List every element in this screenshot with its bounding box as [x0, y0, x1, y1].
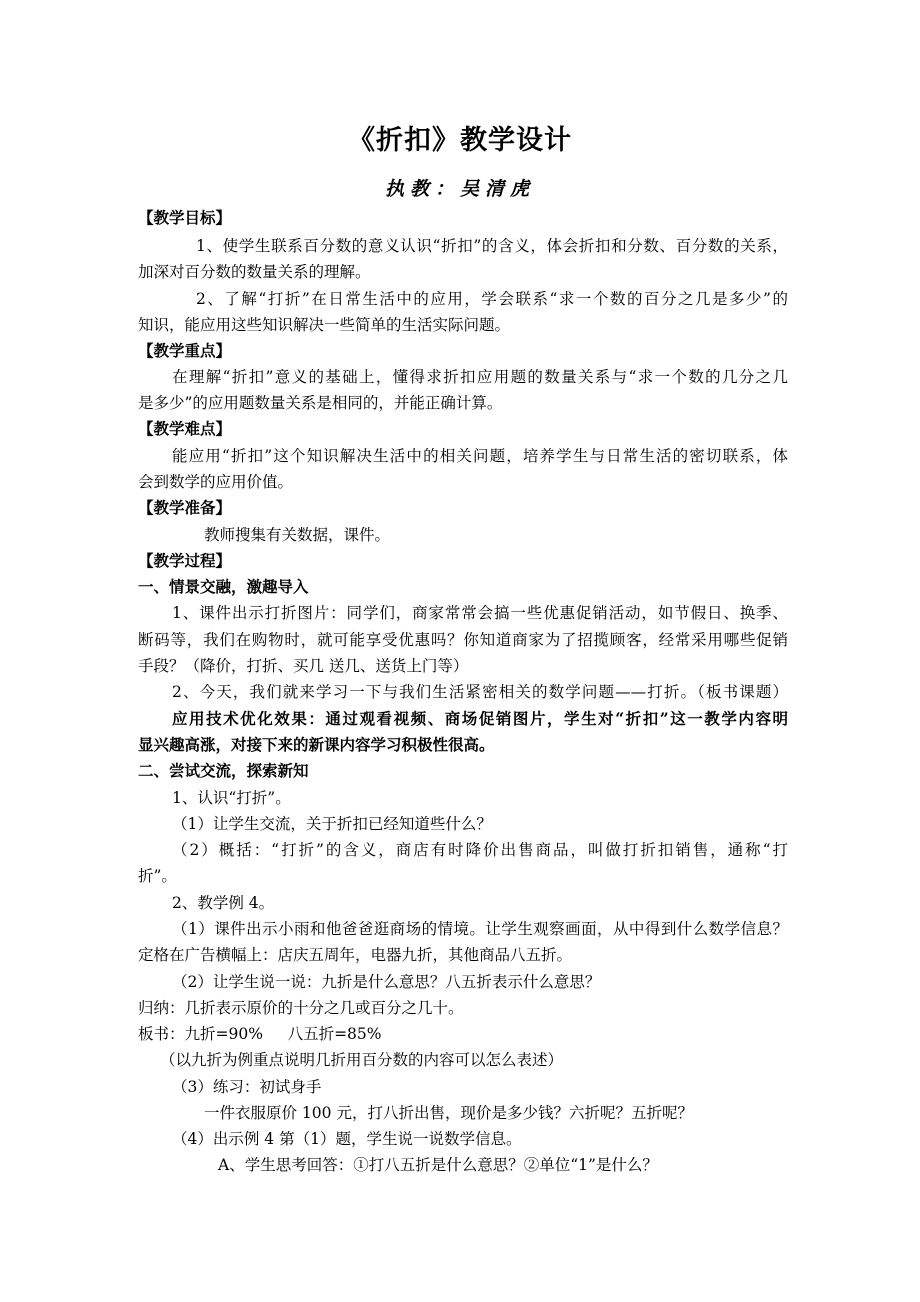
paragraph-line: （4）出示例 4 第（1）题，学生说一说数学信息。 [172, 1130, 522, 1148]
paragraph-line: 2、教学例 4。 [172, 894, 275, 912]
heading-objectives: 【教学目标】 [138, 208, 232, 227]
paragraph-line: A、学生思考回答：①打八五折是什么意思？②单位“1”是什么？ [218, 1156, 658, 1174]
author-line: 执教：吴清虎 [384, 178, 535, 200]
paragraph-line: （3）练习：初试身手 [172, 1078, 322, 1096]
paragraph-line: （2）让学生说一说：九折是什么意思？八五折表示什么意思？ [172, 973, 601, 991]
heading-preparation: 【教学准备】 [138, 498, 232, 517]
paragraph-line: 会到数学的应用价值。 [138, 473, 294, 491]
section-heading-2: 二、尝试交流，探索新知 [138, 761, 309, 780]
heading-key-points: 【教学重点】 [138, 341, 232, 360]
paragraph-line: 加深对百分数的数量关系的理解。 [138, 263, 371, 281]
paragraph-line: 教师搜集有关数据，课件。 [204, 526, 391, 544]
paragraph-line: 手段？（降价，打折、买几 送几、送货上门等） [138, 657, 469, 675]
paragraph-line: 知识，能应用这些知识解决一些简单的生活实际问题。 [138, 316, 511, 334]
paragraph-line: （2）概括：“打折”的含义，商店有时降价出售商品，叫做打折扣销售，通称“打 [172, 841, 788, 859]
paragraph-line: （以九折为例重点说明几折用百分数的内容可以怎么表述） [160, 1051, 564, 1069]
paragraph-line: 1、使学生联系百分数的意义认识“折扣”的含义，体会折扣和分数、百分数的关系， [196, 237, 788, 255]
section-heading-1: 一、情景交融，激趣导入 [138, 577, 309, 596]
paragraph-line-bold: 应用技术优化效果：通过观看视频、商场促销图片，学生对“折扣”这一教学内容明 [172, 709, 788, 728]
paragraph-line: 折”。 [138, 867, 177, 885]
paragraph-line: 定格在广告横幅上：店庆五周年，电器九折，其他商品八五折。 [138, 946, 573, 964]
paragraph-line: （1）课件出示小雨和他爸爸逛商场的情境。让学生观察画面，从中得到什么数学信息？ [172, 920, 788, 938]
heading-difficulties: 【教学难点】 [138, 419, 232, 438]
paragraph-line: 2、今天，我们就来学习一下与我们生活紧密相关的数学问题——打折。（板书课题） [172, 683, 788, 701]
paragraph-line-bold: 显兴趣高涨，对接下来的新课内容学习积极性很高。 [138, 735, 495, 754]
paragraph-line: 2、了解“打折”在日常生活中的应用，学会联系“求一个数的百分之几是多少”的 [196, 290, 788, 308]
paragraph-line: 1、认识“打折”。 [172, 789, 291, 807]
paragraph-line: （1）让学生交流，关于折扣已经知道些什么？ [172, 815, 492, 833]
document-title: 《折扣》教学设计 [348, 125, 572, 156]
paragraph-line: 在理解“折扣”意义的基础上，懂得求折扣应用题的数量关系与“求一个数的几分之几 [172, 368, 788, 386]
paragraph-line: 能应用“折扣”这个知识解决生活中的相关问题，培养学生与日常生活的密切联系，体 [172, 447, 788, 465]
paragraph-line: 是多少”的应用题数量关系是相同的，并能正确计算。 [138, 394, 503, 412]
paragraph-line: 归纳：几折表示原价的十分之几或百分之几十。 [138, 999, 464, 1017]
paragraph-line: 一件衣服原价 100 元，打八折出售，现价是多少钱？六折呢？五折呢？ [204, 1104, 693, 1122]
paragraph-line: 1、课件出示打折图片：同学们，商家常常会搞一些优惠促销活动，如节假日、换季、 [172, 604, 788, 622]
paragraph-line: 板书：九折=90% 八五折=85% [138, 1025, 382, 1043]
paragraph-line: 断码等，我们在购物时，就可能享受优惠吗？你知道商家为了招揽顾客，经常采用哪些促销 [138, 631, 788, 649]
heading-process: 【教学过程】 [138, 551, 232, 570]
